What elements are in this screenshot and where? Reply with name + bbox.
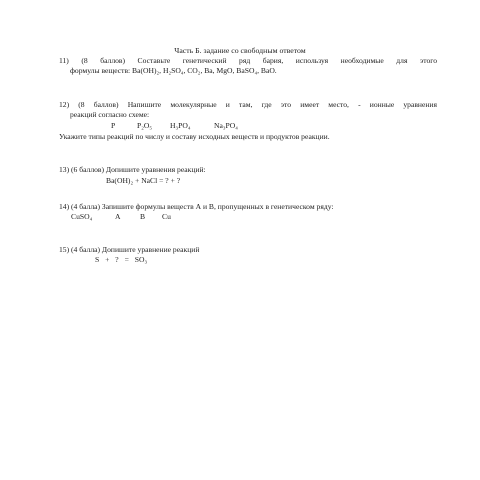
scheme-item-p2o5: P₂O₅ [137,121,153,130]
chain-item-b: B [140,212,146,221]
question-13-text: 13) (6 баллов) Допишите уравнения реакций: [59,165,206,174]
chain-item-a: A [115,212,121,221]
question-14-text: 14) (4 балла) Запишите формулы веществ А и В, пропущенных в генетическом ряду: [59,202,334,211]
question-15-text: 15) (4 балла) Допишите уравнение реакций [59,245,200,254]
question-12-text-continued: реакций согласно схеме: [70,110,150,119]
chain-item-cuso4: CuSO₄ [71,212,93,221]
question-12-text: 12) (8 баллов) Напишите молекулярные и там, где это имеет место, - ионные уравнения [59,100,437,109]
chain-item-cu: Cu [162,212,171,221]
question-11-formulas: формулы веществ: Ba(OH)₂, H₂SO₄, CO₂, Ba, MgO, BaSO₄, BaO. [70,66,277,75]
question-12-instruction: Укажите типы реакций по числу и составу исходных веществ и продуктов реакции. [59,132,330,141]
question-15-equation: S + ? = SO₃ [95,255,148,264]
section-title: Часть Б. задание со свободным ответом [174,46,306,55]
question-13-equation: Ba(OH)₂ + NaCl = ? + ? [106,176,181,185]
question-11-text: 11) (8 баллов) Составьте генетический ряд бария, используя необходимые для этого [59,56,437,65]
scheme-item-na3po4: Na₃PO₄ [214,121,238,130]
scheme-item-p: P [111,121,116,130]
scheme-item-h3po4: H₃PO₄ [170,121,191,130]
